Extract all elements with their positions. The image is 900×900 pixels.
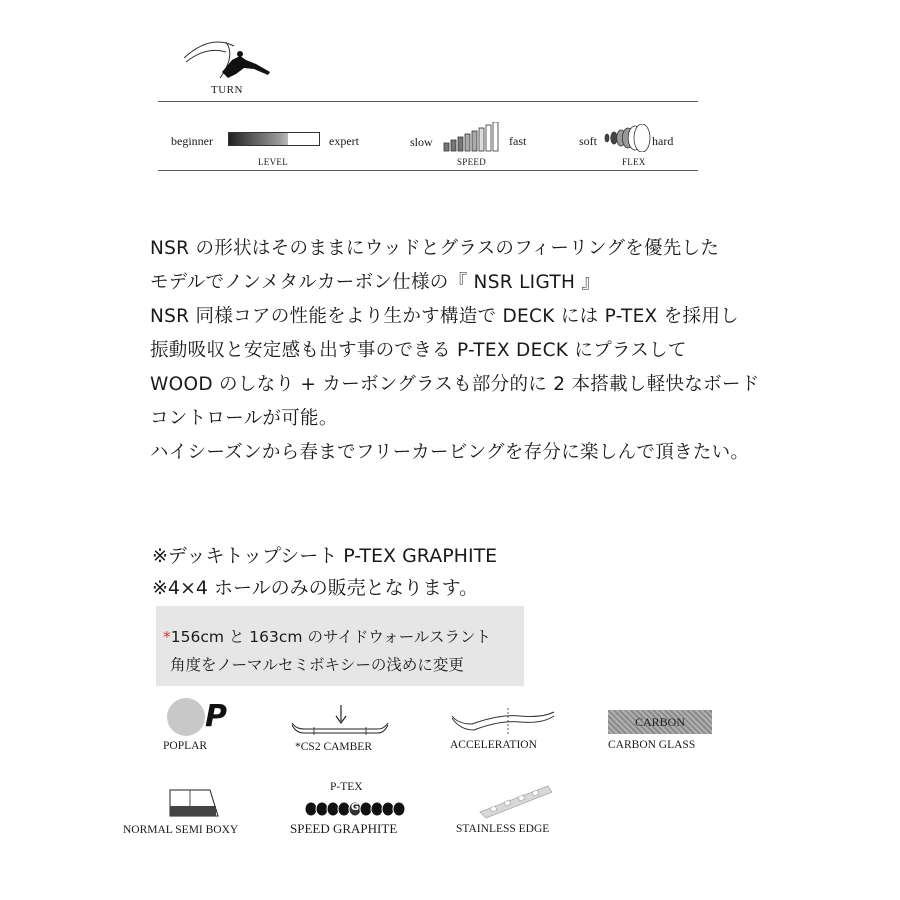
- description-line: WOOD のしなり + カーボングラスも部分的に 2 本搭載し軽快なボード: [150, 374, 760, 395]
- description-line: NSR 同様コアの性能をより生かす構造で DECK には P-TEX を採用し: [150, 306, 739, 327]
- camber-label: *CS2 CAMBER: [295, 741, 373, 753]
- speed-right-label: fast: [509, 134, 527, 148]
- speed-bar: [472, 131, 477, 151]
- base-link: [316, 802, 328, 816]
- level-left-label: beginner: [171, 134, 213, 148]
- base-link: [371, 802, 383, 816]
- sidewall-note-line2: 角度をノーマルセミボキシーの浅めに変更: [170, 656, 464, 674]
- product-notes: [152, 540, 497, 604]
- flex-ring: [605, 134, 609, 142]
- base-link: [305, 802, 317, 816]
- base-label: SPEED GRAPHITE: [290, 821, 398, 836]
- sidewall-label: NORMAL SEMI BOXY: [123, 824, 239, 836]
- level-right-label: expert: [329, 134, 359, 148]
- speed-bar: [458, 137, 463, 151]
- description-line: 振動吸収と安定感も出す事のできる P-TEX DECK にプラスして: [150, 340, 687, 361]
- speed-bar: [486, 125, 491, 151]
- carbon-label: CARBON GLASS: [608, 739, 696, 751]
- note-star: *: [163, 628, 171, 646]
- speed-bar: [493, 122, 498, 151]
- speed-bar: [479, 128, 484, 151]
- flex-meter-icon: [603, 124, 651, 152]
- base-link: [393, 802, 405, 816]
- description-line: コントロールが可能。: [150, 408, 338, 429]
- semi-boxy-sidewall-icon: [168, 786, 222, 822]
- speed-bar: [465, 134, 470, 151]
- product-description: [150, 232, 810, 470]
- note-line: ※4×4 ホールのみの販売となります。: [152, 577, 479, 599]
- flex-left-label: soft: [579, 134, 597, 148]
- stainless-edge-icon: [476, 782, 556, 822]
- speed-meter-icon: [443, 122, 503, 152]
- base-top-label: P-TEX: [330, 781, 363, 793]
- edge-label: STAINLESS EDGE: [456, 823, 550, 835]
- base-link: [382, 802, 394, 816]
- poplar-label: POPLAR: [163, 740, 208, 752]
- snowboarder-turn-icon: [180, 34, 280, 84]
- turn-label: TURN: [211, 84, 243, 96]
- flex-right-label: hard: [652, 134, 674, 148]
- speed-left-label: slow: [410, 135, 433, 149]
- note-line: ※デッキトップシート P-TEX GRAPHITE: [152, 545, 498, 567]
- base-badge-letter: G: [350, 802, 360, 813]
- acceleration-icon: [450, 706, 556, 738]
- poplar-letter: P: [205, 699, 227, 734]
- flex-ring: [634, 124, 650, 152]
- description-line: モデルでノンメタルカーボン仕様の『 NSR LIGTH 』: [150, 272, 601, 293]
- acceleration-label: ACCELERATION: [450, 739, 537, 751]
- sidewall-note-text: [163, 623, 491, 679]
- level-meter: [228, 132, 320, 146]
- flex-caption: FLEX: [622, 157, 646, 167]
- sidewall-note-line1: 156cm と 163cm のサイドウォールスラント: [170, 628, 491, 646]
- description-line: ハイシーズンから春までフリーカービングを存分に楽しんで頂きたい。: [150, 442, 750, 463]
- level-meter-fill: [229, 133, 288, 145]
- base-link: [327, 802, 339, 816]
- level-caption: LEVEL: [258, 157, 288, 167]
- camber-icon: [290, 703, 390, 739]
- speed-bar: [451, 140, 456, 151]
- carbon-chip: CARBON: [608, 710, 712, 734]
- divider-bottom: [158, 170, 698, 171]
- divider-top: [158, 101, 698, 102]
- speed-caption: SPEED: [457, 157, 487, 167]
- speed-bar: [444, 143, 449, 151]
- description-line: NSR の形状はそのままにウッドとグラスのフィーリングを優先した: [150, 238, 720, 259]
